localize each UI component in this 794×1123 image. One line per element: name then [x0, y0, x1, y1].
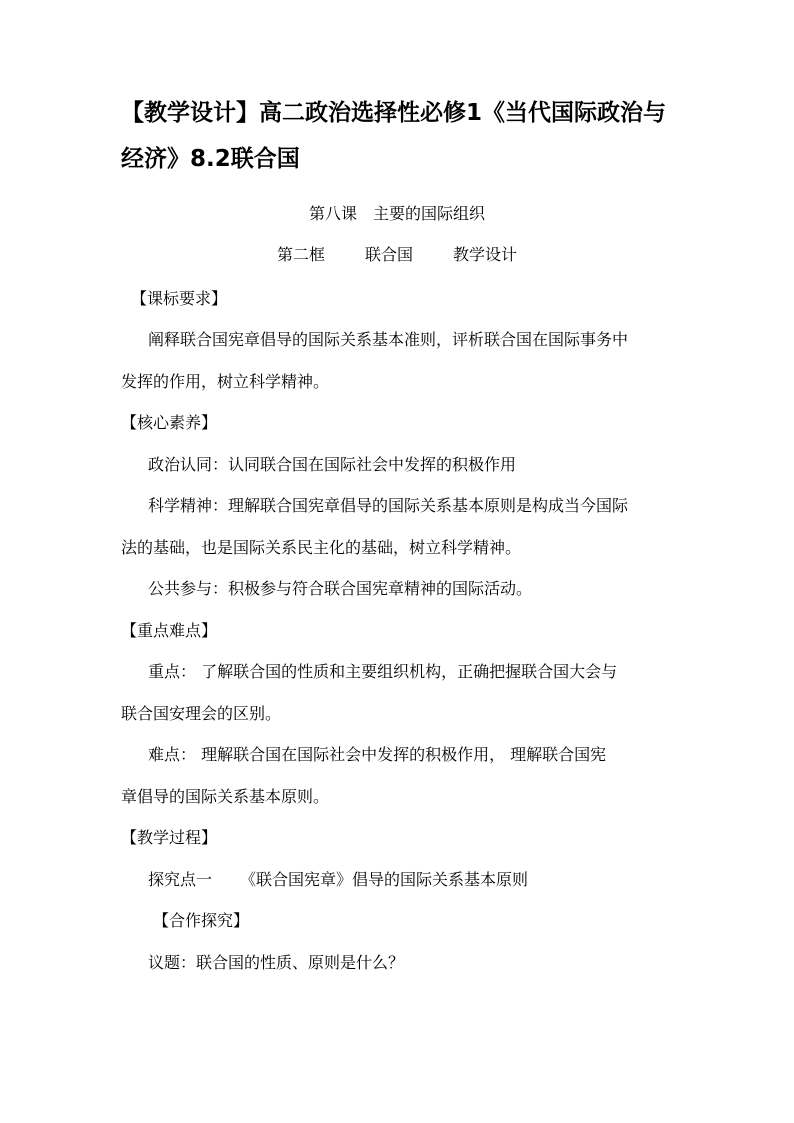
- literacy-heading: 【核心素养】: [121, 413, 218, 432]
- literacy-item-participation: 公共参与：积极参与符合联合国宪章精神的国际活动。: [148, 579, 533, 598]
- keypoint-line-2: 联合国安理会的区别。: [121, 704, 282, 723]
- keypoints-heading: 【重点难点】: [121, 621, 218, 640]
- keypoint-line-1: 重点： 了解联合国的性质和主要组织机构，正确把握联合国大会与: [148, 662, 618, 681]
- section-part-3: 教学设计: [453, 245, 518, 264]
- literacy-item-science-line-2: 法的基础，也是国际关系民主化的基础，树立科学精神。: [121, 538, 522, 557]
- discussion-topic: 议题：联合国的性质、原则是什么？: [148, 953, 405, 972]
- curriculum-text-line-1: 阐释联合国宪章倡导的国际关系基本准则，评析联合国在国际事务中: [148, 330, 629, 349]
- section-title: [0, 245, 794, 265]
- difficulty-line-1: 难点： 理解联合国在国际社会中发挥的积极作用， 理解联合国宪: [148, 745, 607, 764]
- section-part-2: 联合国: [364, 245, 413, 264]
- cooperation-heading: 【合作探究】: [153, 911, 250, 930]
- explore-point-line: [148, 870, 528, 890]
- process-heading: 【教学过程】: [121, 828, 218, 847]
- difficulty-line-2: 章倡导的国际关系基本原则。: [121, 787, 330, 806]
- literacy-item-science-line-1: 科学精神：理解联合国宪章倡导的国际关系基本原则是构成当今国际: [148, 496, 629, 515]
- section-part-1: 第二框: [276, 245, 325, 264]
- explore-point-text: 《联合国宪章》倡导的国际关系基本原则: [240, 870, 529, 889]
- lesson-title: 第八课 主要的国际组织: [308, 204, 485, 223]
- literacy-item-political: 政治认同：认同联合国在国际社会中发挥的积极作用: [148, 455, 517, 474]
- explore-point-label: 探究点一: [148, 870, 213, 889]
- document-title: 【教学设计】高二政治选择性必修1《当代国际政治与经济》8.2联合国: [121, 100, 667, 172]
- curriculum-text-line-2: 发挥的作用，树立科学精神。: [121, 372, 330, 391]
- curriculum-heading: 【课标要求】: [131, 289, 228, 308]
